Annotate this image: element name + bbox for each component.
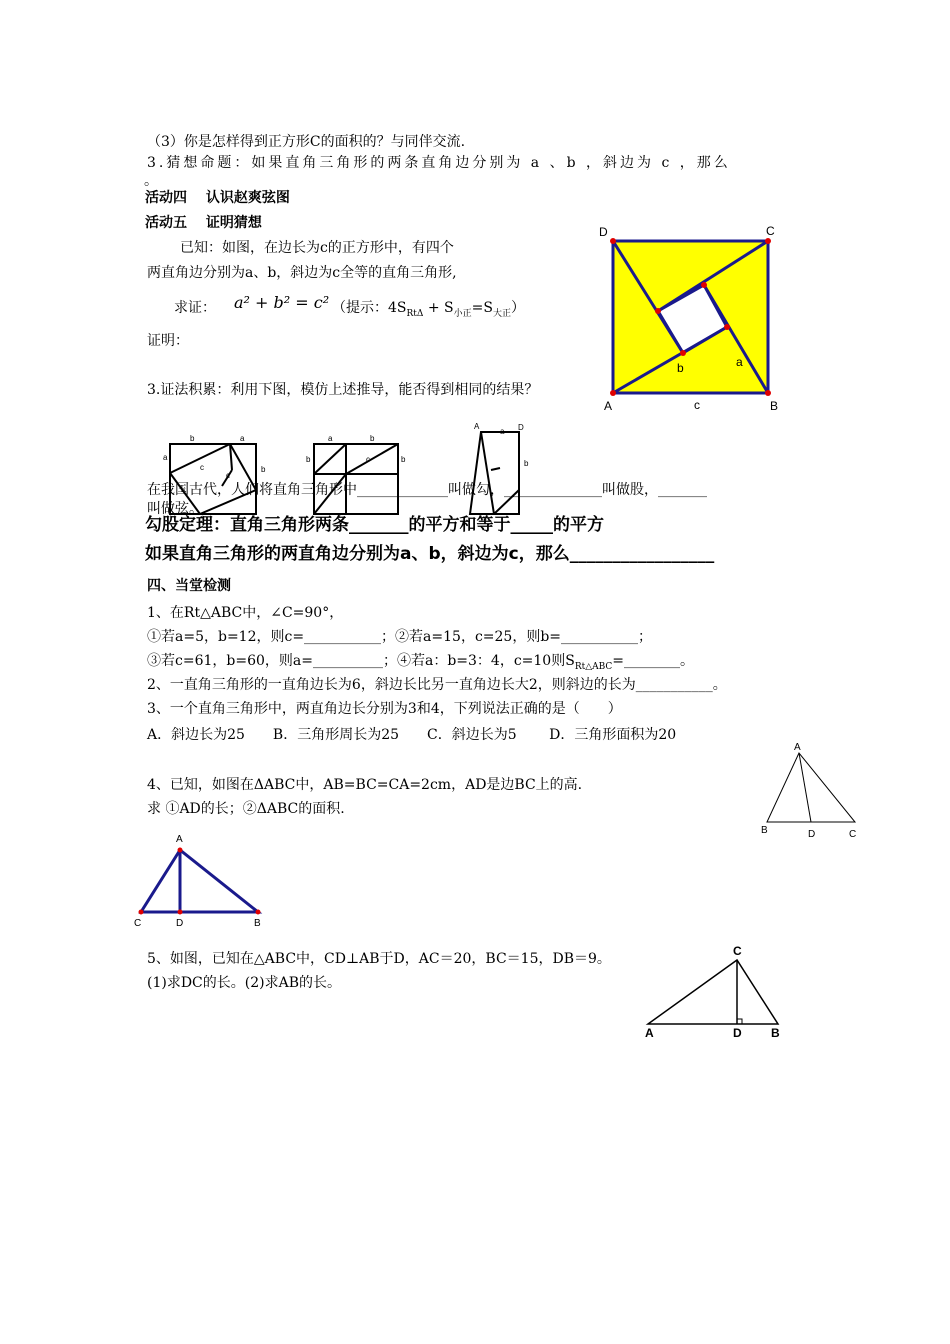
label-c: c xyxy=(226,471,230,480)
problem-5-questions: (1)求DC的长。(2)求AB的长。 xyxy=(147,975,341,991)
vertex-point xyxy=(610,390,616,396)
conjecture-line: 3.猜想命题：如果直角三角形的两条直角边分别为 a 、b ，斜边为 c ，那么 xyxy=(147,155,731,171)
prove-label: 求证： xyxy=(174,300,216,316)
triangle xyxy=(648,960,778,1024)
vertex-point xyxy=(765,390,771,396)
vertex-point xyxy=(610,238,616,244)
problem-2: 2、一直角三角形的一直角边长为6，斜边长比另一直角边长大2，则斜边的长为___________。 xyxy=(147,677,727,693)
altitude xyxy=(799,753,811,822)
hint-end: ） xyxy=(511,300,525,316)
ancient-definition: 在我国古代，人们将直角三角形中_____________叫做勾，______________叫做股，_______ xyxy=(147,482,707,498)
label-A: A xyxy=(794,742,801,753)
given-line-1: 已知：如图，在边长为c的正方形中，有四个 xyxy=(180,240,454,256)
method-accumulation: 3.证法积累：利用下图，模仿上述推导，能否得到相同的结果？ xyxy=(147,382,539,398)
small-figure-2 xyxy=(314,444,398,514)
problem-5: 5、如图，已知在△ABC中，CD⊥AB于D，AC＝20，BC＝15，DB＝9。 xyxy=(147,951,611,967)
label-C: C xyxy=(733,944,742,958)
label-b: b xyxy=(524,459,529,468)
vertex-point xyxy=(655,308,661,314)
problem-1b-text: ③若c=61，b=60，则a=__________；④若a：b=3：4，c=10则S xyxy=(147,653,575,669)
edge xyxy=(314,474,346,514)
trapezoid xyxy=(470,432,519,514)
edge xyxy=(481,432,494,514)
activity-4-heading: 活动四 认识赵爽弦图 xyxy=(145,190,290,206)
prove-formula: a² + b² = c² xyxy=(234,293,330,312)
hint-eq: =S xyxy=(471,300,493,316)
label-D: D xyxy=(176,918,184,929)
label-B: B xyxy=(254,918,261,929)
label-D: D xyxy=(808,829,816,840)
label-b: b xyxy=(370,434,375,443)
theorem-statement-2: 如果直角三角形的两直角边分别为a、b，斜边为c，那么_________________ xyxy=(145,544,715,564)
problem-4-questions: 求 ①AD的长；②ΔABC的面积. xyxy=(147,801,345,817)
given-line-2: 两直角边分别为a、b，斜边为c全等的直角三角形, xyxy=(147,265,457,281)
hint-mid: + S xyxy=(423,300,454,316)
question-3: （3）你是怎样得到正方形C的面积的？与同伴交流. xyxy=(147,134,466,150)
hint-sub-2: 小正 xyxy=(453,308,472,319)
edge xyxy=(494,490,519,514)
label-D: D xyxy=(599,225,608,239)
label-a: a xyxy=(240,434,245,443)
hint-sub-3: 大正 xyxy=(492,308,511,319)
zhao-shuang-figure xyxy=(599,224,778,413)
small-figure-1-labels xyxy=(163,434,266,480)
vertex-point xyxy=(178,848,183,853)
problem-1b-sub: Rt△ABC xyxy=(574,661,613,672)
label-C: C xyxy=(766,224,775,238)
label-B: B xyxy=(770,399,779,413)
problem-1: 1、在Rt△ABC中，∠C=90°， xyxy=(147,605,344,621)
small-figure-3 xyxy=(470,432,519,514)
label-b: b xyxy=(190,434,195,443)
edge xyxy=(346,444,398,474)
ancient-definition-2: 叫做弦。 xyxy=(147,501,203,517)
label-a: a xyxy=(328,434,333,443)
label-D: D xyxy=(733,1026,742,1040)
edge xyxy=(170,473,200,514)
triangle xyxy=(141,850,258,912)
vertex-point xyxy=(178,910,183,915)
label-a: a xyxy=(163,453,168,462)
vertex-point xyxy=(701,282,707,288)
vertex-point xyxy=(139,910,144,915)
proof-label: 证明： xyxy=(147,333,189,349)
section-4-heading: 四、当堂检测 xyxy=(147,578,231,594)
square-frame xyxy=(314,444,398,514)
label-B: B xyxy=(771,1026,780,1040)
label-A: A xyxy=(604,399,613,413)
theorem-statement: 勾股定理：直角三角形两条_______的平方和等于_____的平方 xyxy=(145,515,604,535)
vertex-point xyxy=(765,238,771,244)
problem-3-options: A．斜边长为25 B．三角形周长为25 C．斜边长为5 D．三角形面积为20 xyxy=(147,727,677,743)
blue-triangle-figure xyxy=(134,834,261,929)
label-A: A xyxy=(645,1026,654,1040)
right-angle-triangle-figure xyxy=(645,944,780,1040)
small-figure-1 xyxy=(170,444,256,514)
vertex-point xyxy=(256,910,261,915)
problem-3: 3、一个直角三角形中，两直角边长分别为3和4，下列说法正确的是（ ） xyxy=(147,701,622,717)
label-b: b xyxy=(401,455,406,464)
hint-sub-1: RtΔ xyxy=(406,308,424,319)
label-a: a xyxy=(736,355,743,369)
label-c: c xyxy=(366,455,370,464)
label-C: C xyxy=(134,918,142,929)
label-B: B xyxy=(761,825,768,836)
label-D: D xyxy=(518,423,524,432)
label-c: c xyxy=(694,398,700,412)
vertex-point xyxy=(724,324,730,330)
edge xyxy=(200,490,256,514)
edge xyxy=(491,468,500,470)
problem-1b-end: =________。 xyxy=(612,653,695,669)
activity-5-heading: 活动五 证明猜想 xyxy=(145,215,262,231)
hint-start: （提示：4S xyxy=(332,300,407,316)
equilateral-triangle-figure xyxy=(761,742,856,840)
problem-4: 4、已知，如图在ΔABC中，AB=BC=CA=2cm，AD是边BC上的高. xyxy=(147,777,583,793)
vertex-point xyxy=(680,350,686,356)
label-C: C xyxy=(849,829,857,840)
label-A: A xyxy=(474,422,480,431)
square-frame xyxy=(170,444,256,514)
label-c: c xyxy=(200,463,204,472)
label-A: A xyxy=(176,834,183,845)
label-a: a xyxy=(500,427,505,436)
label-b: b xyxy=(677,361,684,375)
triangle xyxy=(767,753,855,822)
label-b: b xyxy=(261,465,266,474)
edge xyxy=(230,444,256,490)
edge xyxy=(314,444,346,474)
label-b: b xyxy=(306,455,311,464)
conjecture-end: 。 xyxy=(144,173,158,189)
problem-1-parts-a: ①若a=5，b=12，则c=___________；②若a=15，c=25，则b=___________； xyxy=(147,629,653,645)
